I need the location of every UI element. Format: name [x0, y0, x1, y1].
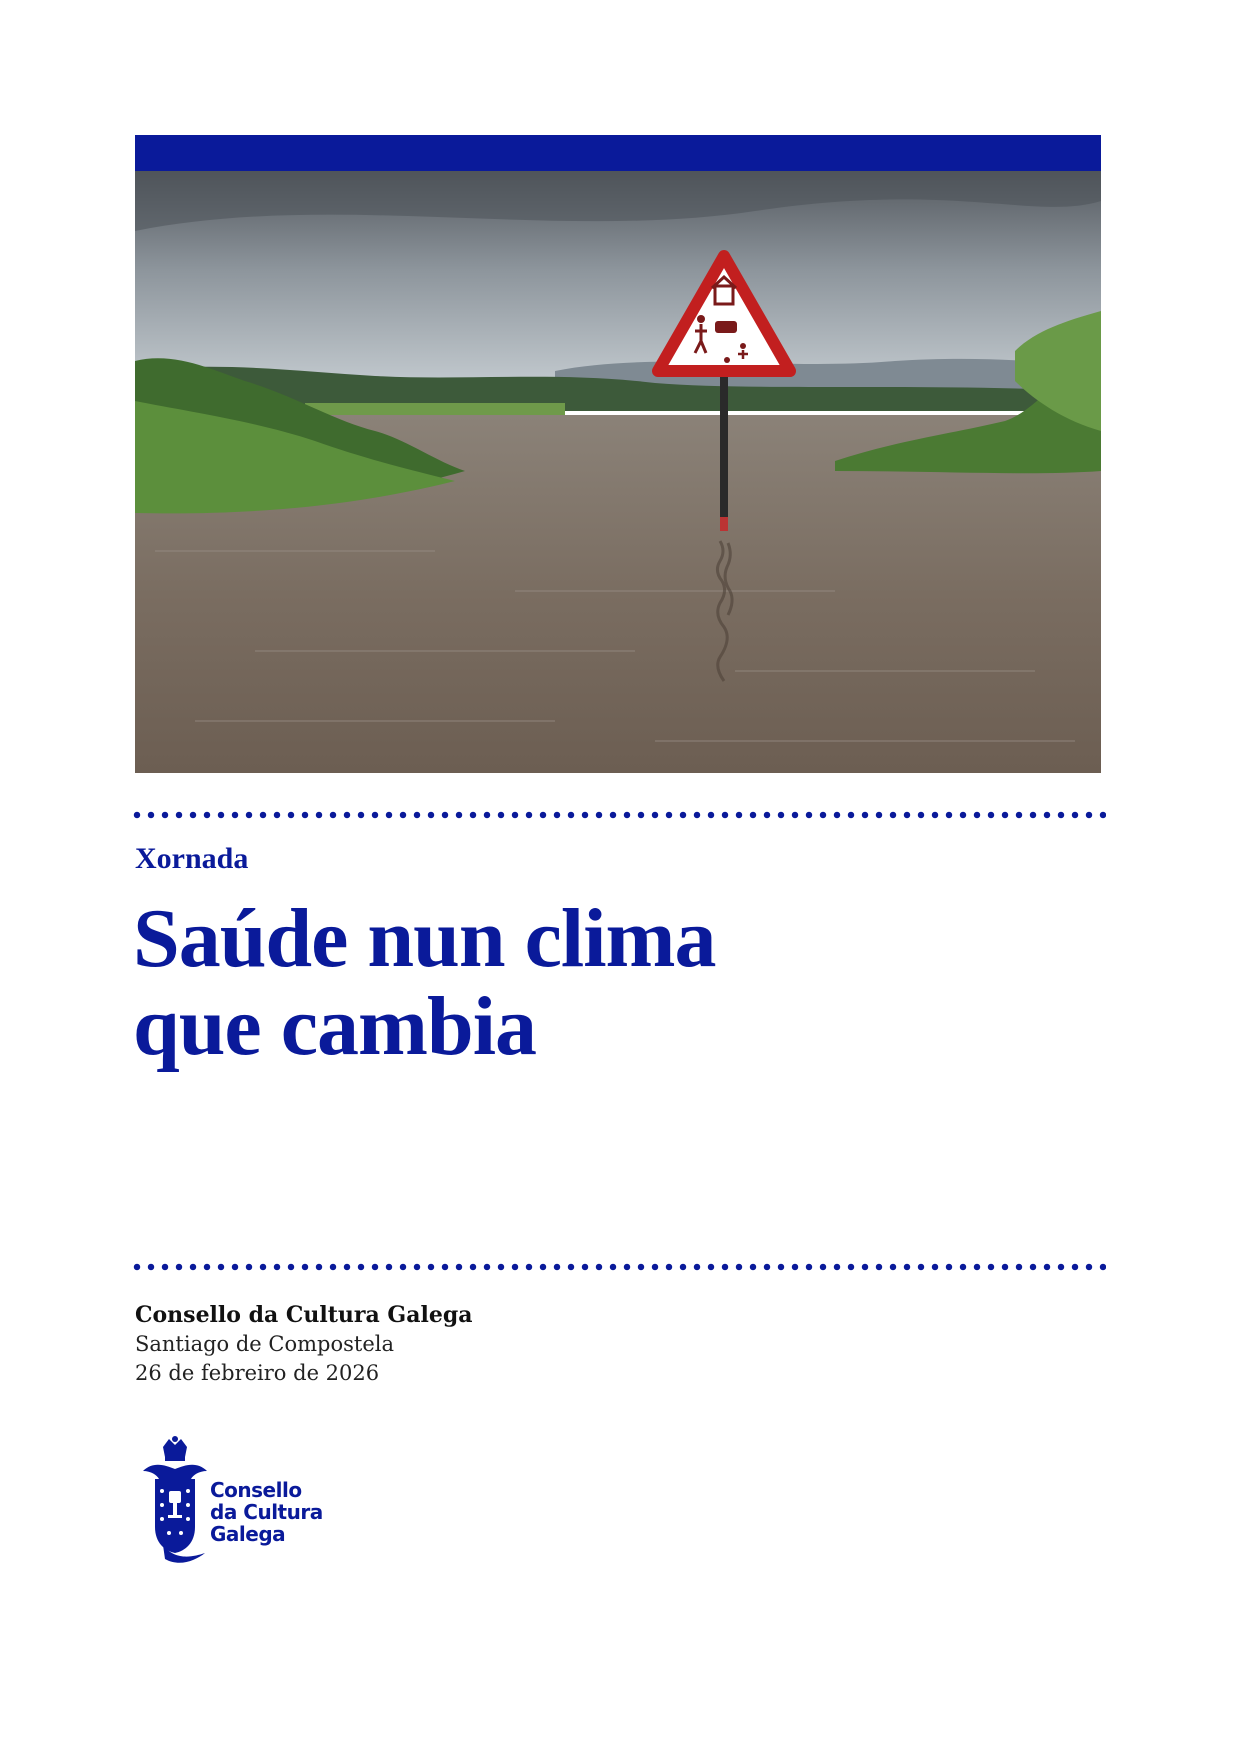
logo-line-3: Galega: [210, 1522, 286, 1546]
event-title-line-1: Saúde nun clima: [133, 892, 716, 985]
dotted-divider-top: [130, 811, 1106, 819]
organizer-name: Consello da Cultura Galega: [135, 1302, 473, 1328]
flooded-road-photo: [135, 171, 1101, 773]
event-type-label: Xornada: [135, 842, 249, 875]
logo-line-2: da Cultura: [210, 1500, 323, 1524]
logo-wordmark: [210, 1479, 323, 1545]
dotted-divider-bottom: [130, 1263, 1106, 1271]
organization-logo: [135, 1435, 335, 1565]
event-date: 26 de febreiro de 2026: [135, 1361, 380, 1385]
top-color-bar: [135, 135, 1101, 171]
event-title-line-2: que cambia: [133, 980, 537, 1073]
event-title: [133, 892, 1033, 1073]
logo-line-1: Consello: [210, 1478, 302, 1502]
coat-of-arms-icon: [135, 1435, 215, 1565]
event-city: Santiago de Compostela: [135, 1332, 395, 1356]
